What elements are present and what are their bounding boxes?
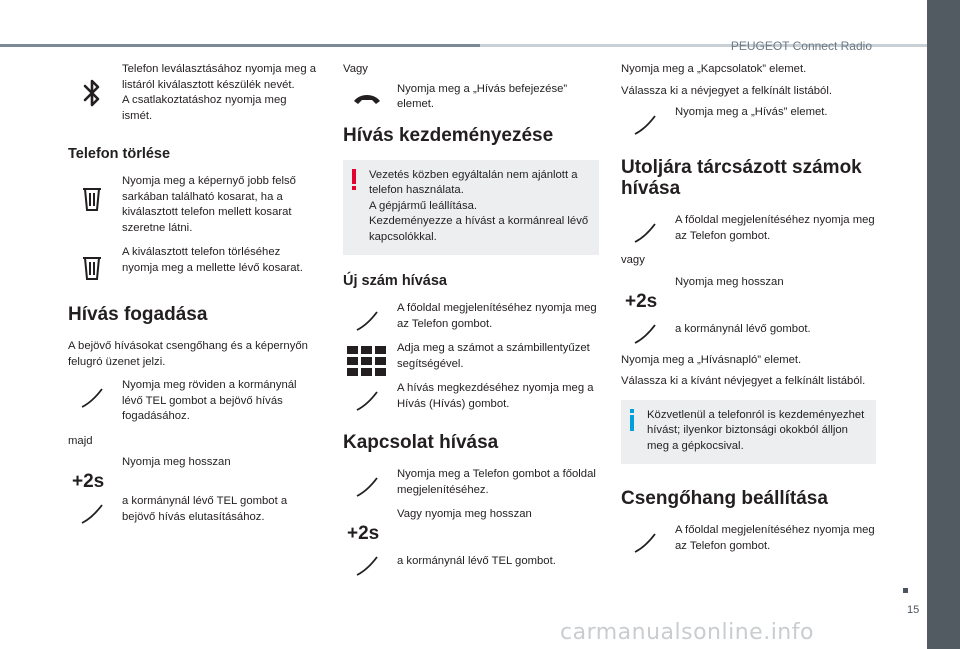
- then-text: majd: [68, 434, 93, 447]
- hold-2s-label: +2s: [72, 471, 105, 491]
- steering-button-icon: [72, 382, 112, 416]
- heading-ringtone: Csengőhang beállítása: [621, 488, 828, 509]
- warning-note: [343, 160, 599, 256]
- top-rule: [0, 44, 480, 47]
- touch-icon: [625, 527, 665, 561]
- header-title: PEUGEOT Connect Radio: [730, 39, 872, 53]
- contacts-text-3: Nyomja meg a „Hívás” elemet.: [675, 106, 828, 118]
- info-icon: [629, 409, 635, 431]
- contacts-text-2: Válassza ki a névjegyet a felkínált listából.: [621, 84, 832, 97]
- warning-icon: [351, 169, 357, 191]
- trash-icon: [72, 182, 112, 216]
- new-text-3: A hívás megkezdéséhez nyomja meg a Hívás (Hívás) gombot.: [397, 382, 594, 410]
- page-number: 15: [907, 604, 920, 616]
- touch-icon: [347, 471, 387, 505]
- or-text: vagy: [621, 254, 645, 266]
- last-text-2: Nyomja meg hosszan: [675, 275, 784, 288]
- touch-icon: [347, 385, 387, 419]
- bluetooth-icon: [72, 76, 112, 110]
- keypad-icon: [347, 344, 387, 378]
- contacts-row-3: [621, 105, 876, 135]
- hold-2s-icon: [347, 515, 387, 549]
- reject-row: [68, 494, 318, 525]
- heading-receive-call: Hívás fogadása: [68, 304, 208, 325]
- delete-text-2: A kiválasztott telefon törléséhez nyomja meg a mellette lévő kosarat.: [122, 246, 303, 274]
- warning-text: Vezetés közben egyáltalán nem ajánlott a telefon használata. A gépjármű leállítása. Kezdeményezze a hívást a kormánreal lévő kapcsolókkal.: [369, 168, 589, 243]
- heading-call-contact: Kapcsolat hívása: [343, 432, 499, 453]
- last-text-3: a kormánynál lévő gombot.: [675, 322, 811, 335]
- heading-new-number: Új szám hívása: [343, 273, 447, 289]
- end-call-text: Nyomja meg a „Hívás befejezése” elemet.: [397, 82, 568, 110]
- new-text-1: A főoldal megjelenítéséhez nyomja meg az Telefon gombot.: [397, 302, 597, 330]
- receive-row: [68, 378, 318, 425]
- bt-text: Telefon leválasztásához nyomja meg a listáról kiválasztott készülék nevét. A csatlakoztatáshoz nyomja meg ismét.: [122, 63, 317, 122]
- new-text-2: Adja meg a számot a számbillentyűzet segítségével.: [397, 342, 590, 370]
- ring-row-1: [621, 523, 876, 554]
- last-text-5: Válassza ki a kívánt névjegyet a felkínált listából.: [621, 375, 866, 387]
- page-marker: [903, 588, 908, 593]
- contact-row-2: [343, 507, 599, 543]
- last-text-4: Nyomja meg a „Hívásnapló” elemet.: [621, 353, 802, 366]
- receive-intro: A bejövő hívásokat csengőhang és a képernyőn felugró üzenet jelzi.: [68, 340, 308, 368]
- contact-row-3: [343, 546, 599, 576]
- last-row-3: [621, 314, 876, 344]
- touch-icon: [625, 109, 665, 143]
- delete-row-2: [68, 245, 318, 276]
- steering-button-icon: [72, 498, 112, 532]
- info-text: Közvetlenül a telefonról is kezdeményezhet hívást; ilyenkor biztonsági okokból álljon meg a gépkocsival.: [647, 408, 865, 452]
- touch-icon: [347, 305, 387, 339]
- receive-text: Nyomja meg röviden a kormánynál lévő TEL gombot a bejövő hívás fogadásához.: [122, 379, 297, 422]
- column-1: [68, 62, 318, 534]
- side-tab: [927, 0, 960, 649]
- contact-text-2: Vagy nyomja meg hosszan: [397, 508, 532, 520]
- new-row-3: [343, 381, 599, 412]
- heading-delete-phone: Telefon törlése: [68, 146, 171, 162]
- last-row-2: [621, 275, 876, 311]
- trash-icon: [72, 251, 112, 285]
- heading-make-call: Hívás kezdeményezése: [343, 124, 554, 146]
- last-text-1: A főoldal megjelenítéséhez nyomja meg az Telefon gombot.: [675, 214, 875, 242]
- steering-button-icon: [347, 550, 387, 584]
- contacts-text-1: Nyomja meg a „Kapcsolatok” elemet.: [621, 63, 807, 75]
- contact-text-1: Nyomja meg a Telefon gombot a főoldal megjelenítéséhez.: [397, 468, 596, 496]
- bt-row: [68, 62, 318, 132]
- heading-last-numbers: Utoljára tárcsázott számok hívása: [621, 157, 862, 199]
- steering-button-icon: [625, 318, 665, 352]
- contact-row-1: [343, 467, 599, 498]
- last-row-1: [621, 213, 876, 244]
- info-note: [621, 400, 876, 465]
- new-row-1: [343, 301, 599, 332]
- reject-text: a kormánynál lévő TEL gombot a bejövő hívás elutasításához.: [122, 495, 288, 523]
- column-3: [621, 62, 876, 563]
- hold-2s-icon: [72, 463, 112, 497]
- delete-row-1: [68, 174, 318, 236]
- column-2: [343, 62, 599, 585]
- hold-row: [68, 455, 318, 491]
- watermark: carmanualsonline.info: [560, 620, 814, 645]
- ring-text-1: A főoldal megjelenítéséhez nyomja meg az Telefon gombot.: [675, 524, 875, 552]
- touch-icon: [625, 217, 665, 251]
- delete-text-1: Nyomja meg a képernyő jobb felső sarkában található kosarat, ha a kiválasztott telefon mellett kosarat szeretne látni.: [122, 175, 296, 234]
- hold-2s-label: +2s: [347, 523, 380, 543]
- hang-up-icon: [347, 82, 387, 116]
- end-call-row: [343, 82, 599, 113]
- contact-text-3: a kormánynál lévő TEL gombot.: [397, 555, 556, 567]
- or-text: Vagy: [343, 63, 368, 75]
- hold-2s-icon: [625, 283, 665, 317]
- hold-2s-label: +2s: [625, 290, 658, 311]
- hold-text: Nyomja meg hosszan: [122, 456, 231, 468]
- new-row-2: [343, 341, 599, 372]
